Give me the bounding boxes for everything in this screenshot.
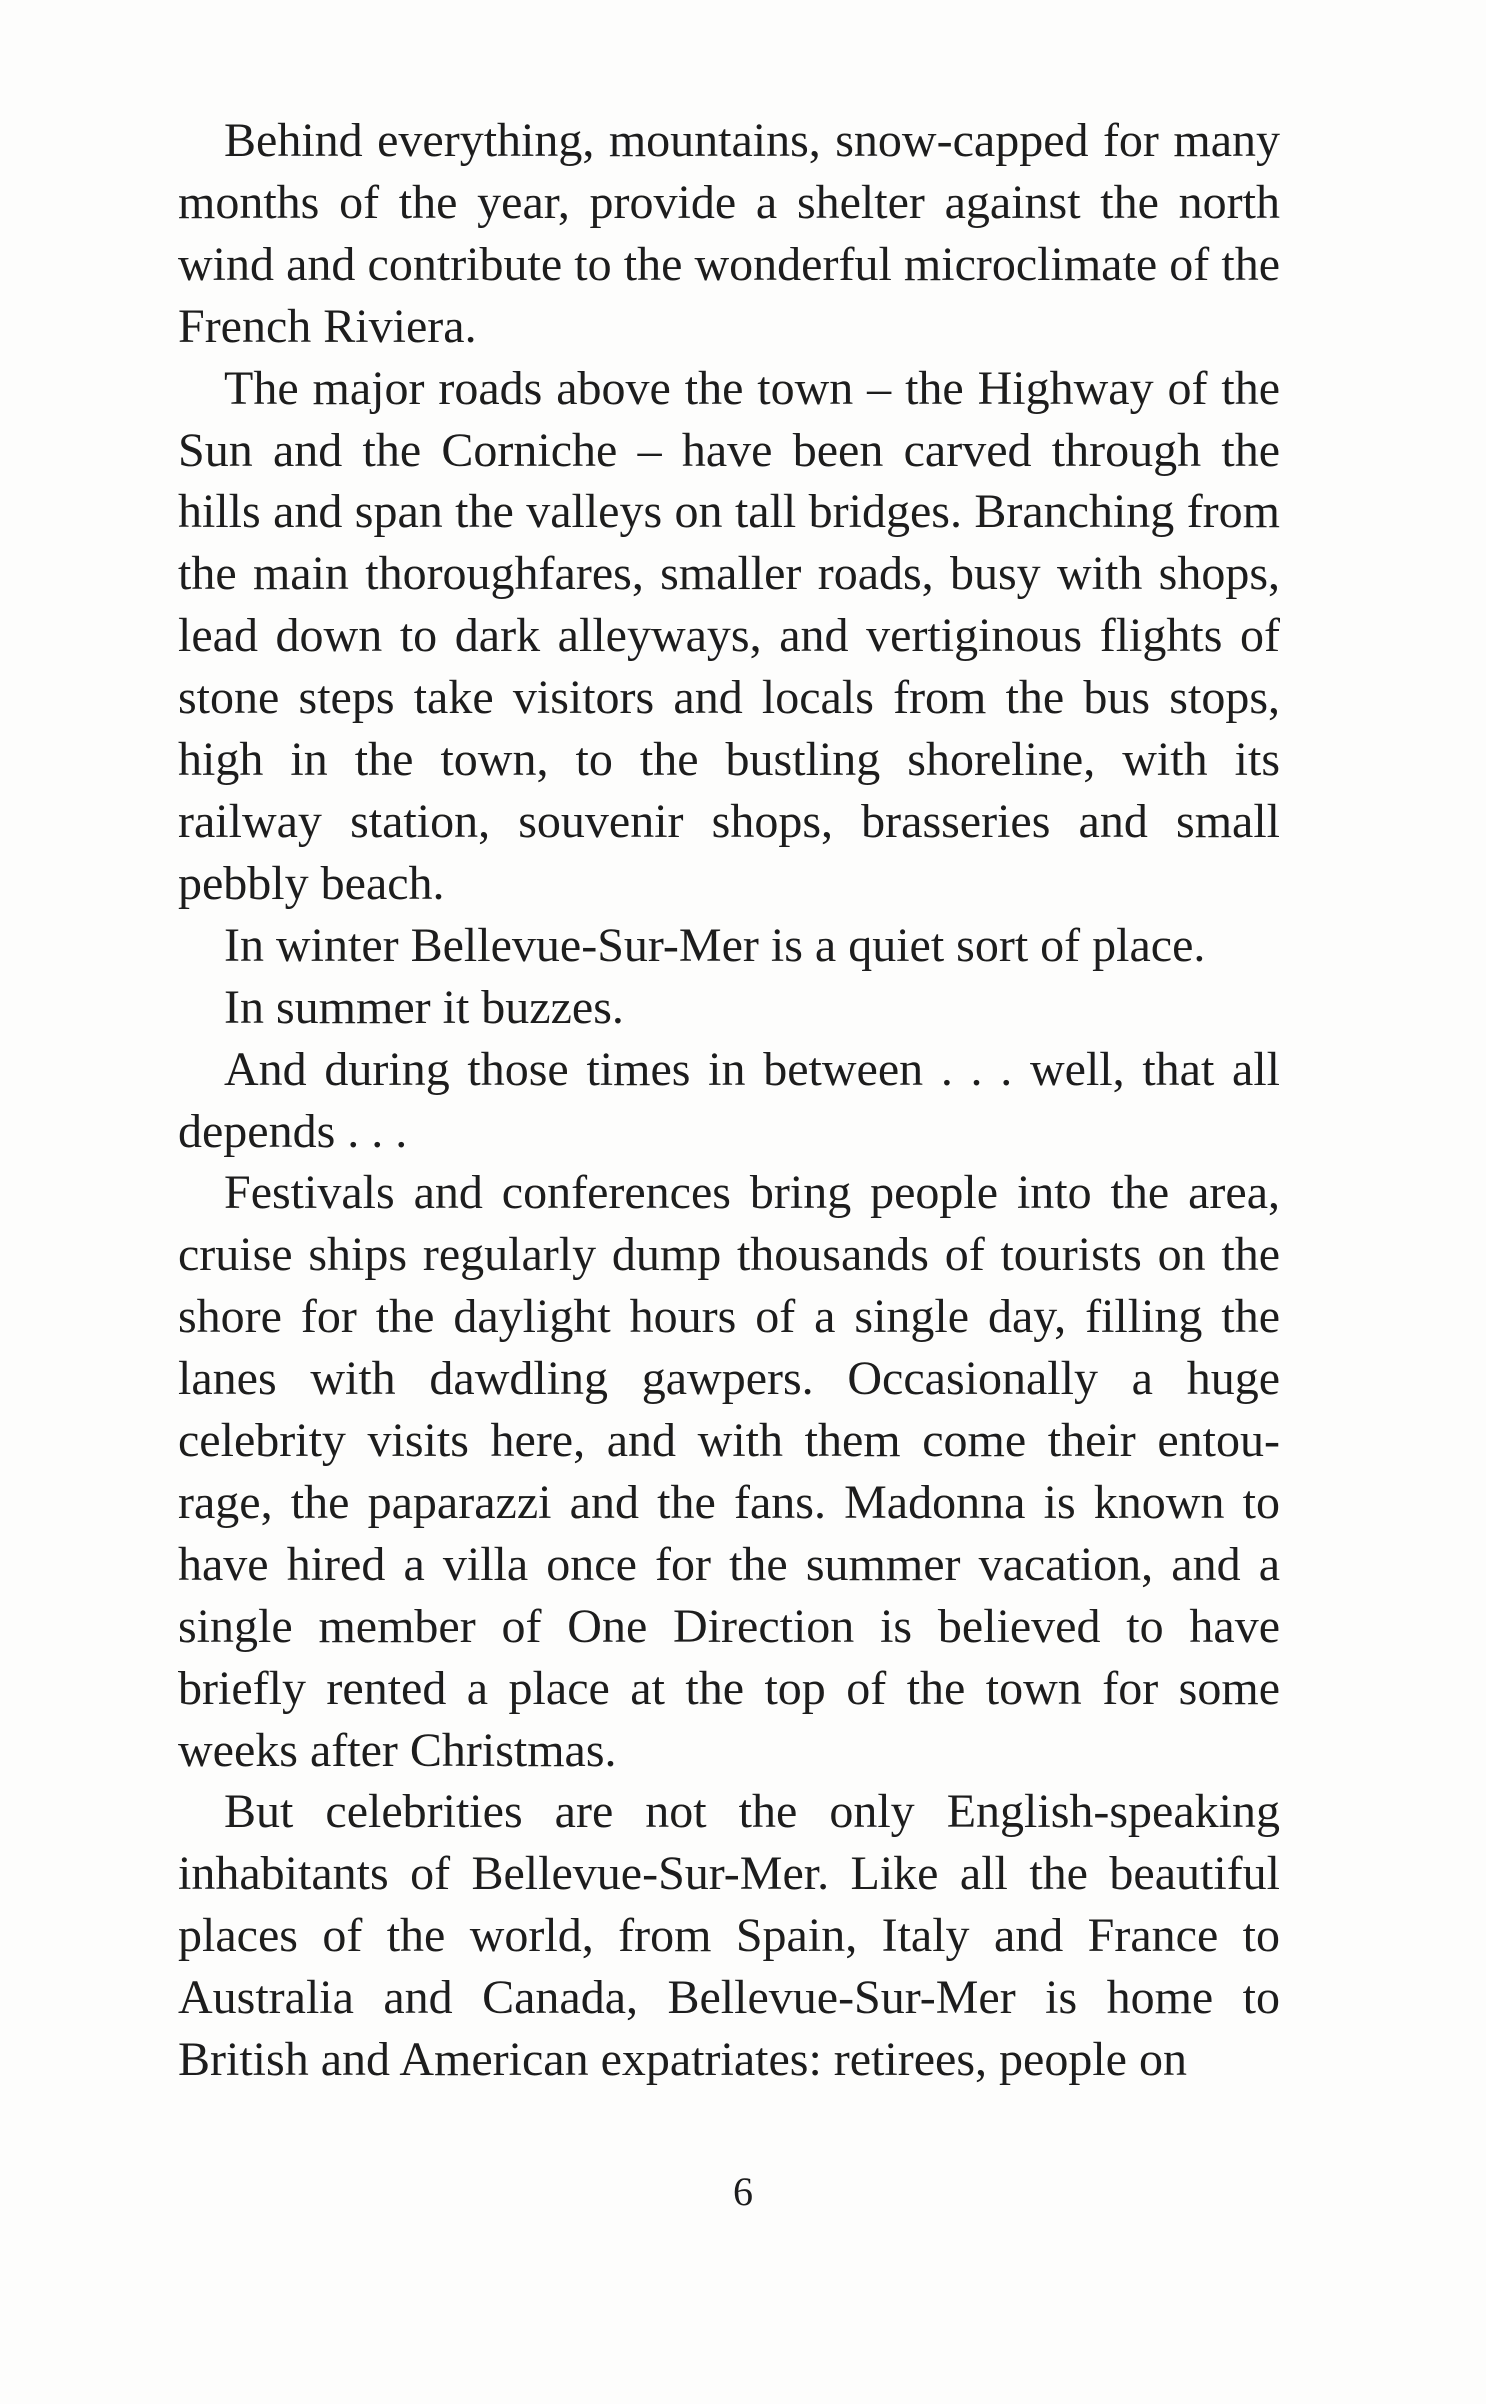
paragraph-in-between: And during those times in between . . . well, that all depends . . . (178, 1042, 1280, 1158)
paragraph-mountains: Behind everything, mountains, snow-capped for many months of the year, provide a shelter against the north wind and contribute to the wonderful microclimate of the French Riviera. (178, 114, 1280, 353)
body-text (178, 110, 1280, 2091)
page-number: 6 (733, 2169, 753, 2214)
paragraph-winter: In winter Bellevue-Sur-Mer is a quiet sort of place. (224, 918, 1206, 972)
paragraph-summer: In summer it buzzes. (224, 980, 624, 1034)
paragraph-festivals: Festivals and conferences bring people into the area, cruise ships regularly dump thousands of tourists on the shore for the daylight hours of a single day, filling the lanes with dawdling gawpers. Occasionally a huge celebrity visits here, and with them come their entourage, the paparazzi and the fans. Madonna is known to have hired a villa once for the summer vacation, and a single member of One Direction is believed to have briefly rented a place at the top of the town for some weeks after Christmas. (178, 1166, 1280, 1777)
paragraph-celebrities: But celebrities are not the only English-speaking inhabitants of Bellevue-Sur-Mer. Like all the beautiful places of the world, from Spain, Italy and France to Australia and Canada, Bellevue-Sur-Mer is home to British and American expatriates: retirees, people on (178, 1785, 1280, 2087)
paragraph-roads: The major roads above the town – the Highway of the Sun and the Corniche – have been carved through the hills and span the valleys on tall bridges. Branching from the main thoroughfares, smaller roads, busy with shops, lead down to dark alleyways, and vertiginous flights of stone steps take visitors and locals from the bus stops, high in the town, to the bustling shoreline, with its railway station, souvenir shops, brasseries and small pebbly beach. (178, 361, 1280, 910)
